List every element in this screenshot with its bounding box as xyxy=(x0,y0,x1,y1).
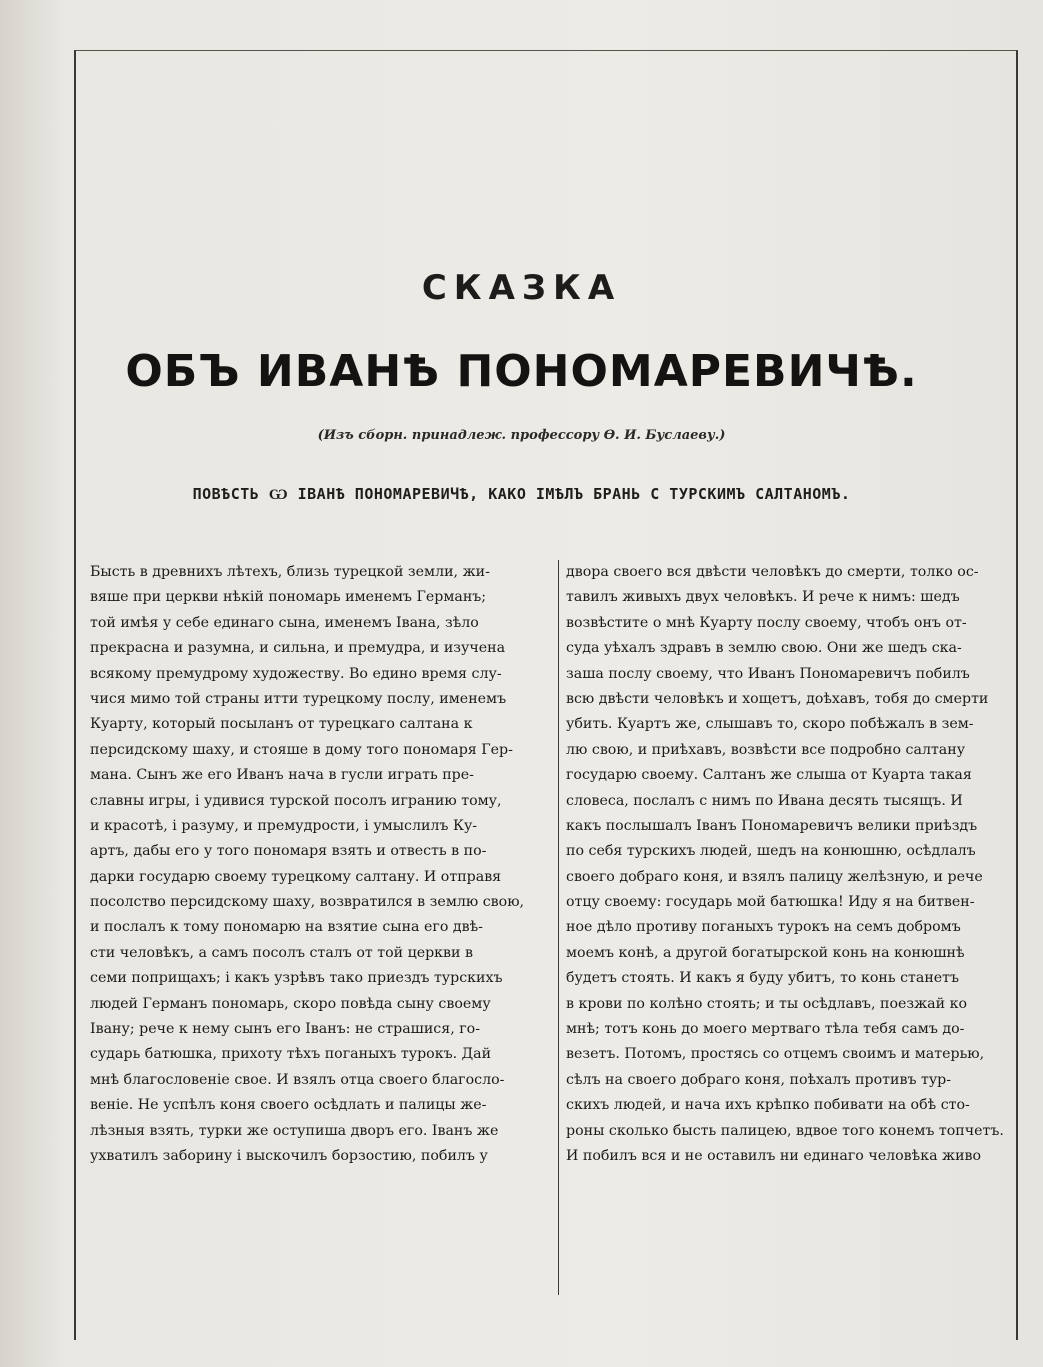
text-line: ухватилъ заборину і выскочилъ борзостию, побилъ у xyxy=(90,1147,488,1164)
text-line: ное дѣло противу поганыхъ турокъ на семъ добромъ xyxy=(566,919,961,936)
text-line: Івану; рече к нему сынъ его Іванъ: не страшися, го- xyxy=(90,1021,480,1038)
left-text-column xyxy=(90,560,542,1169)
text-line: по себя турскихъ людей, шедъ на конюшню, осѣдлалъ xyxy=(566,843,976,860)
text-line: славны игры, і удивися турской посолъ игранию тому, xyxy=(90,792,502,809)
text-line: везетъ. Потомъ, простясь со отцемъ своимъ и матерью, xyxy=(566,1046,985,1063)
text-line: Бысть в древнихъ лѣтехъ, близь турецкой земли, жи- xyxy=(90,564,490,580)
text-line: посолство персидскому шаху, возвратился в землю свою, xyxy=(90,894,525,911)
text-line: словеса, послалъ с нимъ по Ивана десять тысящъ. И xyxy=(566,792,963,809)
text-line: и красотѣ, і разуму, и премудрости, і умыслилъ Ку- xyxy=(90,817,478,834)
text-line: сти человѣкъ, а самъ посолъ сталъ от той церкви в xyxy=(90,944,473,961)
text-line: мнѣ благословеніе свое. И взялъ отца своего благосло- xyxy=(90,1071,505,1088)
text-line: людей Германъ пономарь, скоро повѣда сыну своему xyxy=(90,995,491,1012)
text-line: мнѣ; тотъ конь до моего мертваго тѣла тебя самъ до- xyxy=(566,1021,965,1038)
text-line: убить. Куартъ же, слышавъ то, скоро побѣжалъ в зем- xyxy=(566,716,974,733)
text-line: и послалъ к тому пономарю на взятие сына его двѣ- xyxy=(90,919,483,936)
column-divider xyxy=(558,560,559,1295)
text-line: сударь батюшка, прихоту тѣхъ поганыхъ турокъ. Дай xyxy=(90,1046,492,1063)
text-line: заша послу своему, что Иванъ Пономаревичъ побилъ xyxy=(566,665,970,682)
title-line-2: ОБЪ ИВАНѢ ПОНОМАРЕВИЧѢ. xyxy=(125,346,918,397)
text-line: возвѣстите о мнѣ Куарту послу своему, чтобъ онъ от- xyxy=(566,614,967,631)
text-line: И побилъ вся и не оставилъ ни единаго человѣка живо xyxy=(566,1147,982,1164)
text-line: всю двѣсти человѣкъ и хощетъ, доѣхавъ, тобя до смерти xyxy=(566,690,989,707)
text-line: скихъ людей, и нача ихъ крѣпко побивати на обѣ сто- xyxy=(566,1097,970,1114)
text-line: мана. Сынъ же его Иванъ нача в гусли играть пре- xyxy=(90,767,474,784)
text-line: государю своему. Салтанъ же слыша от Куарта такая xyxy=(566,767,972,784)
text-line: той имѣя у себе единаго сына, именемъ Івана, зѣло xyxy=(90,614,479,631)
text-line: персидскому шаху, и стояше в дому того пономаря Гер- xyxy=(90,741,513,758)
text-line: какъ послышалъ Іванъ Пономаревичъ велики приѣздъ xyxy=(566,817,978,834)
text-line: моемъ конѣ, а другой богатырской конь на конюшнѣ xyxy=(566,944,965,961)
text-line: дарки государю своему турецкому салтану. И отправя xyxy=(90,868,502,885)
text-line: отцу своему: государь мой батюшка! Иду я на битвен- xyxy=(566,894,975,911)
text-line: Куарту, который посыланъ от турецкаго салтана к xyxy=(90,716,473,733)
text-line: своего добраго коня, и взялъ палицу желѣзную, и рече xyxy=(566,868,983,885)
text-line: двора своего вся двѣсти человѣкъ до смерти, толко ос- xyxy=(566,564,979,580)
text-line: в крови по колѣно стоять; и ты осѣдлавъ, поезжай ко xyxy=(566,995,967,1012)
text-line: лѣзныя взять, турки же оступиша дворъ его. Іванъ же xyxy=(90,1122,499,1139)
text-line: лю свою, и приѣхавъ, возвѣсти все подробно салтану xyxy=(566,741,966,758)
text-line: семи поприщахъ; і какъ узрѣвъ тако приездъ турскихъ xyxy=(90,970,503,987)
text-line: сѣлъ на своего добраго коня, поѣхалъ противъ тур- xyxy=(566,1071,952,1088)
text-line: вяше при церкви нѣкій пономарь именемъ Германъ; xyxy=(90,589,487,606)
text-line: всякому премудрому художеству. Во едино время слу- xyxy=(90,665,502,682)
source-note: (Изъ сборн. принадлеж. профессору Ѳ. И. Буслаеву.) xyxy=(317,428,726,443)
text-line: веніе. Не успѣлъ коня своего осѣдлать и палицы же- xyxy=(90,1097,487,1114)
text-line: чися мимо той страны итти турецкому послу, именемъ xyxy=(90,690,507,707)
text-line: будетъ стоять. И какъ я буду убитъ, то конь станетъ xyxy=(566,970,960,987)
subheading: ПОВѢСТЬ Ѡ ІВАНѢ ПОНОМАРЕВИЧѢ, КАКО ІМѢЛЪ БРАНЬ С ТУРСКИМЪ САЛТАНОМЪ. xyxy=(192,485,851,503)
text-line: тавилъ живыхъ двух человѣкъ. И рече к нимъ: шедъ xyxy=(566,589,960,606)
text-line: артъ, дабы его у того пономаря взять и отвесть в по- xyxy=(90,843,487,860)
text-line: роны сколько бысть палицею, вдвое того конемъ топчетъ. xyxy=(566,1122,1004,1139)
text-line: прекрасна и разумна, и сильна, и премудра, и изучена xyxy=(90,640,506,657)
right-text-column xyxy=(566,560,1018,1169)
text-line: суда уѣхалъ здравъ в землю свою. Они же шедъ ска- xyxy=(566,640,962,657)
title-line-1: СКАЗКА xyxy=(421,268,622,308)
